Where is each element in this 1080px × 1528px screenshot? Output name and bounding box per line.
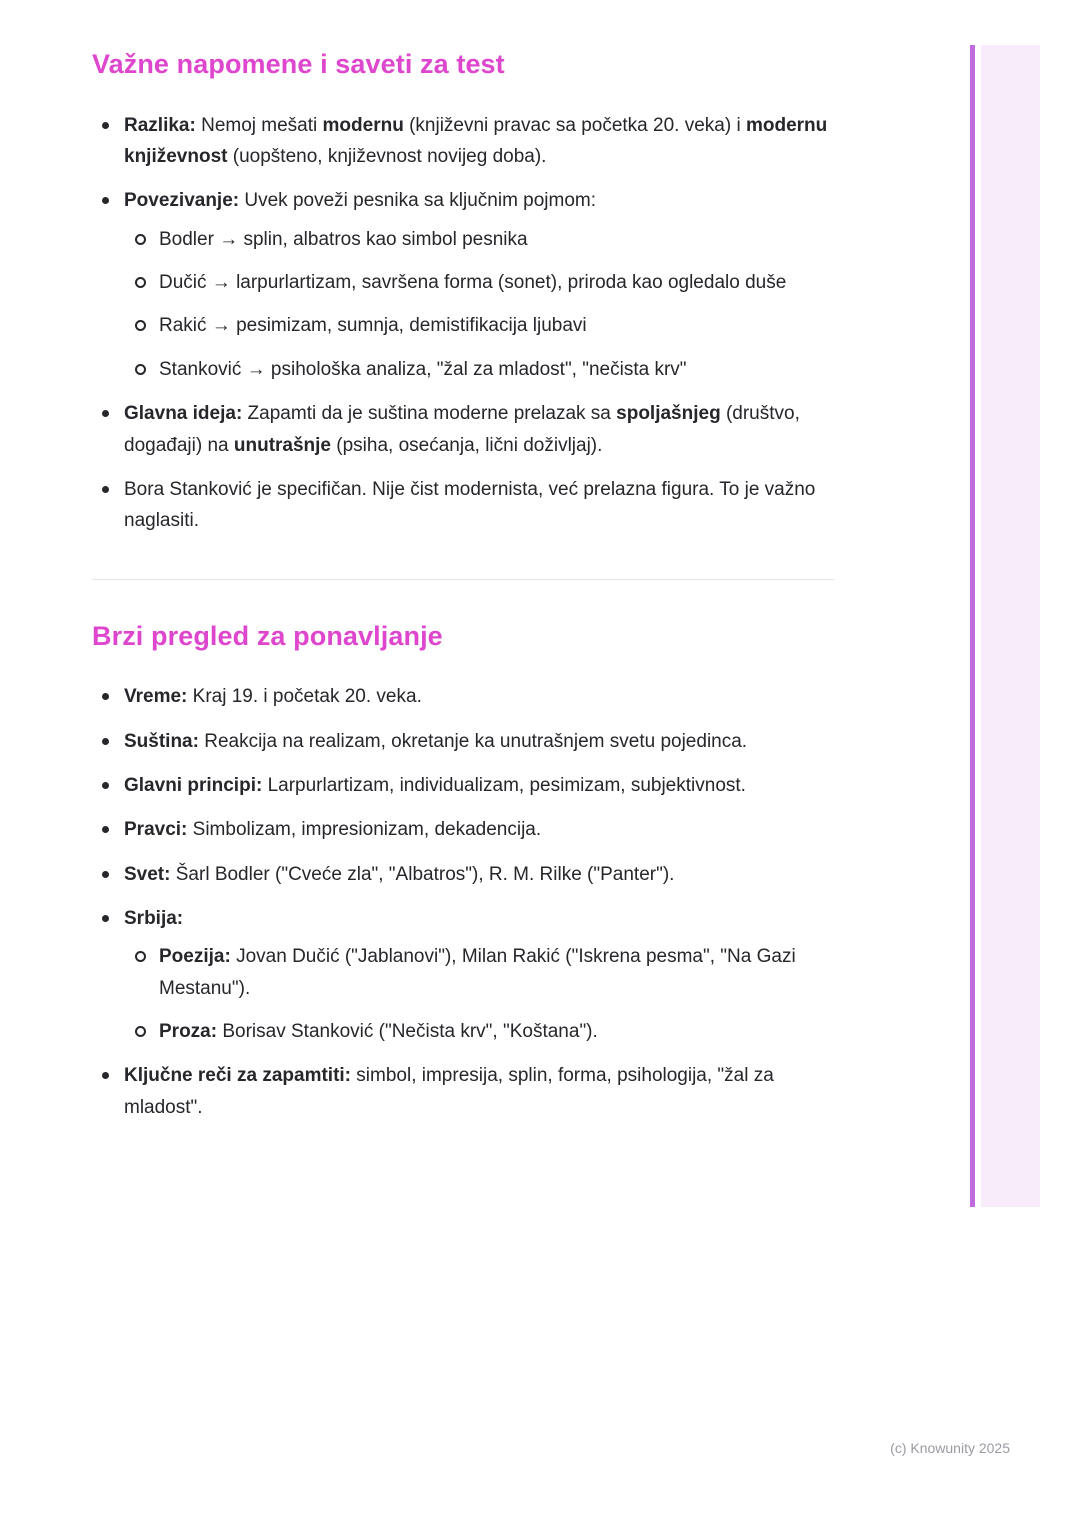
list-item bbox=[92, 681, 834, 712]
plain-text: Dučić → larpurlartizam, savršena forma (sonet), priroda kao ogledalo duše bbox=[159, 272, 787, 294]
side-accent-line bbox=[970, 45, 975, 1207]
list-item-text bbox=[124, 1060, 834, 1123]
sub-list-item bbox=[126, 1016, 834, 1047]
plain-text: Larpurlartizam, individualizam, pesimizam, subjektivnost. bbox=[262, 774, 746, 796]
bold-text: Ključne reči za zapamtiti: bbox=[124, 1065, 352, 1087]
list-item-text bbox=[124, 474, 834, 537]
bold-text: Povezivanje: bbox=[124, 190, 240, 212]
list-item-text bbox=[124, 770, 834, 801]
list-item bbox=[92, 110, 834, 173]
bold-text: Srbija: bbox=[124, 908, 184, 929]
plain-text: Simbolizam, impresionizam, dekadencija. bbox=[187, 819, 542, 841]
sub-list-item bbox=[126, 267, 834, 298]
list-item-text bbox=[124, 681, 834, 712]
plain-text: Bora Stanković je specifičan. Nije čist modernista, već prelazna figura. To je važno naglasiti. bbox=[124, 478, 816, 532]
document-content bbox=[92, 48, 834, 1136]
plain-text: (uopšteno, književnost novijeg doba). bbox=[227, 146, 547, 168]
list-item-text bbox=[124, 814, 834, 845]
list-item-text bbox=[124, 398, 834, 461]
sub-list-item bbox=[126, 224, 834, 255]
bold-text: Vreme: bbox=[124, 686, 188, 708]
plain-text: (društvo, događaji) na bbox=[124, 403, 800, 456]
list-item bbox=[92, 474, 834, 537]
list-item-text bbox=[124, 859, 834, 890]
list-item-text bbox=[124, 726, 834, 757]
bullet-list bbox=[92, 110, 834, 537]
bold-text: Glavna ideja: bbox=[124, 403, 243, 425]
list-item-text bbox=[124, 110, 834, 173]
list-item bbox=[92, 1060, 834, 1123]
bold-text: Razlika: bbox=[124, 114, 196, 136]
list-item bbox=[92, 814, 834, 845]
bold-text: unutrašnje bbox=[233, 434, 331, 456]
bold-text: Glavni principi: bbox=[124, 774, 263, 796]
bold-text: Suština: bbox=[124, 730, 199, 752]
sub-list-item bbox=[126, 354, 834, 385]
list-item bbox=[92, 903, 834, 1047]
plain-text: Zapamti da je suština moderne prelazak sa bbox=[242, 403, 617, 425]
bold-text: Proza: bbox=[159, 1021, 218, 1043]
list-item bbox=[92, 726, 834, 757]
bold-text: modernu književnost bbox=[124, 114, 828, 168]
bold-text: Pravci: bbox=[124, 819, 188, 841]
plain-text: Rakić → pesimizam, sumnja, demistifikacija ljubavi bbox=[159, 315, 587, 337]
plain-text: Nemoj mešati bbox=[195, 114, 323, 136]
bullet-list bbox=[92, 681, 834, 1123]
list-item bbox=[92, 185, 834, 385]
plain-text: Šarl Bodler ("Cveće zla", "Albatros"), R. M. Rilke ("Panter"). bbox=[170, 863, 675, 885]
plain-text: (psiha, osećanja, lični doživljaj). bbox=[331, 434, 603, 456]
list-item bbox=[92, 770, 834, 801]
plain-text: Jovan Dučić ("Jablanovi"), Milan Rakić ("Iskrena pesma", "Na Gazi Mestanu"). bbox=[159, 946, 796, 999]
plain-text: Reakcija na realizam, okretanje ka unutrašnjem svetu pojedinca. bbox=[198, 730, 748, 752]
list-item bbox=[92, 859, 834, 890]
plain-text: (književni pravac sa početka 20. veka) i bbox=[403, 114, 746, 136]
plain-text: Stanković → psihološka analiza, "žal za mladost", "nečista krv" bbox=[159, 358, 687, 380]
footer-copyright: (c) Knowunity 2025 bbox=[890, 1440, 1010, 1456]
sub-bullet-list bbox=[126, 224, 834, 385]
bold-text: Svet: bbox=[124, 863, 171, 885]
section-divider bbox=[92, 579, 834, 580]
plain-text: Kraj 19. i početak 20. veka. bbox=[187, 686, 422, 708]
list-item bbox=[92, 398, 834, 461]
plain-text: Uvek poveži pesnika sa ključnim pojmom: bbox=[239, 190, 597, 212]
section-title: Brzi pregled za ponavljanje bbox=[92, 620, 443, 651]
plain-text: Borisav Stanković ("Nečista krv", "Koštana"). bbox=[217, 1021, 598, 1043]
bold-text: Poezija: bbox=[159, 946, 231, 968]
bold-text: modernu bbox=[322, 114, 404, 136]
sub-list-item bbox=[126, 941, 834, 1004]
side-highlight-strip bbox=[981, 45, 1040, 1207]
list-item-text bbox=[124, 185, 834, 216]
sub-list-item bbox=[126, 310, 834, 341]
bold-text: spoljašnjeg bbox=[616, 403, 721, 425]
sub-bullet-list bbox=[126, 941, 834, 1047]
section-title: Važne napomene i saveti za test bbox=[92, 49, 505, 79]
plain-text: simbol, impresija, splin, forma, psihologija, "žal za mladost". bbox=[124, 1065, 774, 1118]
plain-text: Bodler → splin, albatros kao simbol pesnika bbox=[159, 228, 528, 250]
list-item-text bbox=[124, 903, 834, 934]
